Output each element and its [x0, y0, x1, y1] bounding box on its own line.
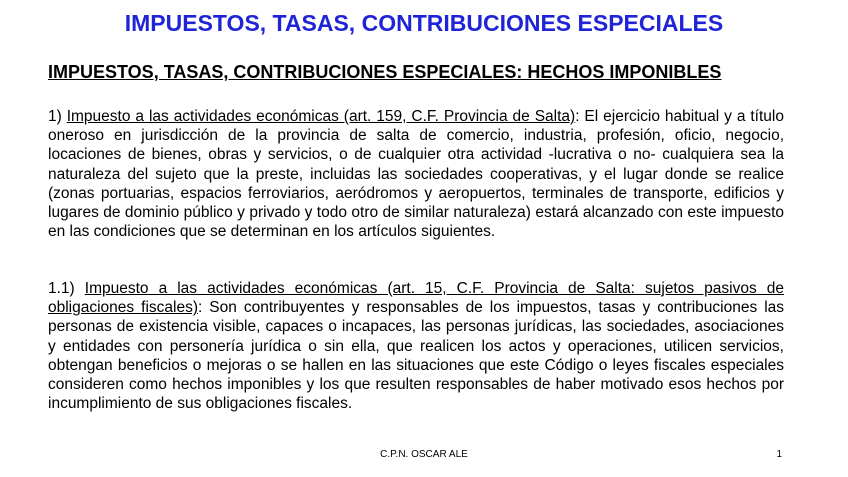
paragraph-body: : El ejercicio habitual y a título oneroso en jurisdicción de la provincia de salta de comercio, industria, profesión, oficio, negocio, locaciones de bienes, obras y servicios, o de cualquier otra actividad -lucrativa o no- cualquiera sea la naturaleza del sujeto que la preste, incluidas las sociedades cooperativas, y el lugar donde se realice (zonas portuarias, espacios ferroviarios, aeródromos y aeropuertos, terminales de transporte, edificios y lugares de dominio público y privado y todo otro de similar naturaleza) estará alcanzado con este impuesto en las condiciones que se determinan en los artículos siguientes. [48, 108, 784, 241]
paragraph-number: 1.1) [48, 280, 85, 297]
section-heading: IMPUESTOS, TASAS, CONTRIBUCIONES ESPECIALES: HECHOS IMPONIBLES [48, 62, 722, 82]
paragraph-2 [48, 279, 784, 413]
paragraph-1 [48, 107, 784, 241]
footer-author: C.P.N. OSCAR ALE [380, 449, 468, 460]
paragraph-reference: Impuesto a las actividades económicas (art. 15, C.F. Provincia de Salta: sujetos pasivos de obligaciones fiscales) [48, 280, 785, 317]
footer-page-number: 1 [776, 449, 782, 460]
paragraph-reference: Impuesto a las actividades económicas (art. 159, C.F. Provincia de Salta) [66, 108, 576, 125]
page-title: IMPUESTOS, TASAS, CONTRIBUCIONES ESPECIALES [124, 10, 724, 36]
paragraph-body: : Son contribuyentes y responsables de los impuestos, tasas y contribuciones las personas de existencia visible, capaces o incapaces, las personas jurídicas, las sociedades, asociaciones y entidades con personería jurídica o sin ella, que realicen los actos y operaciones, utilicen servicios, obtengan beneficios o mejoras o se hallen en las situaciones que este Código o leyes fiscales especiales consideren como hechos imponibles y los que resulten responsables de haber motivado esos hechos por incumplimiento de sus obligaciones fiscales. [48, 299, 785, 413]
paragraph-number: 1) [48, 108, 67, 125]
